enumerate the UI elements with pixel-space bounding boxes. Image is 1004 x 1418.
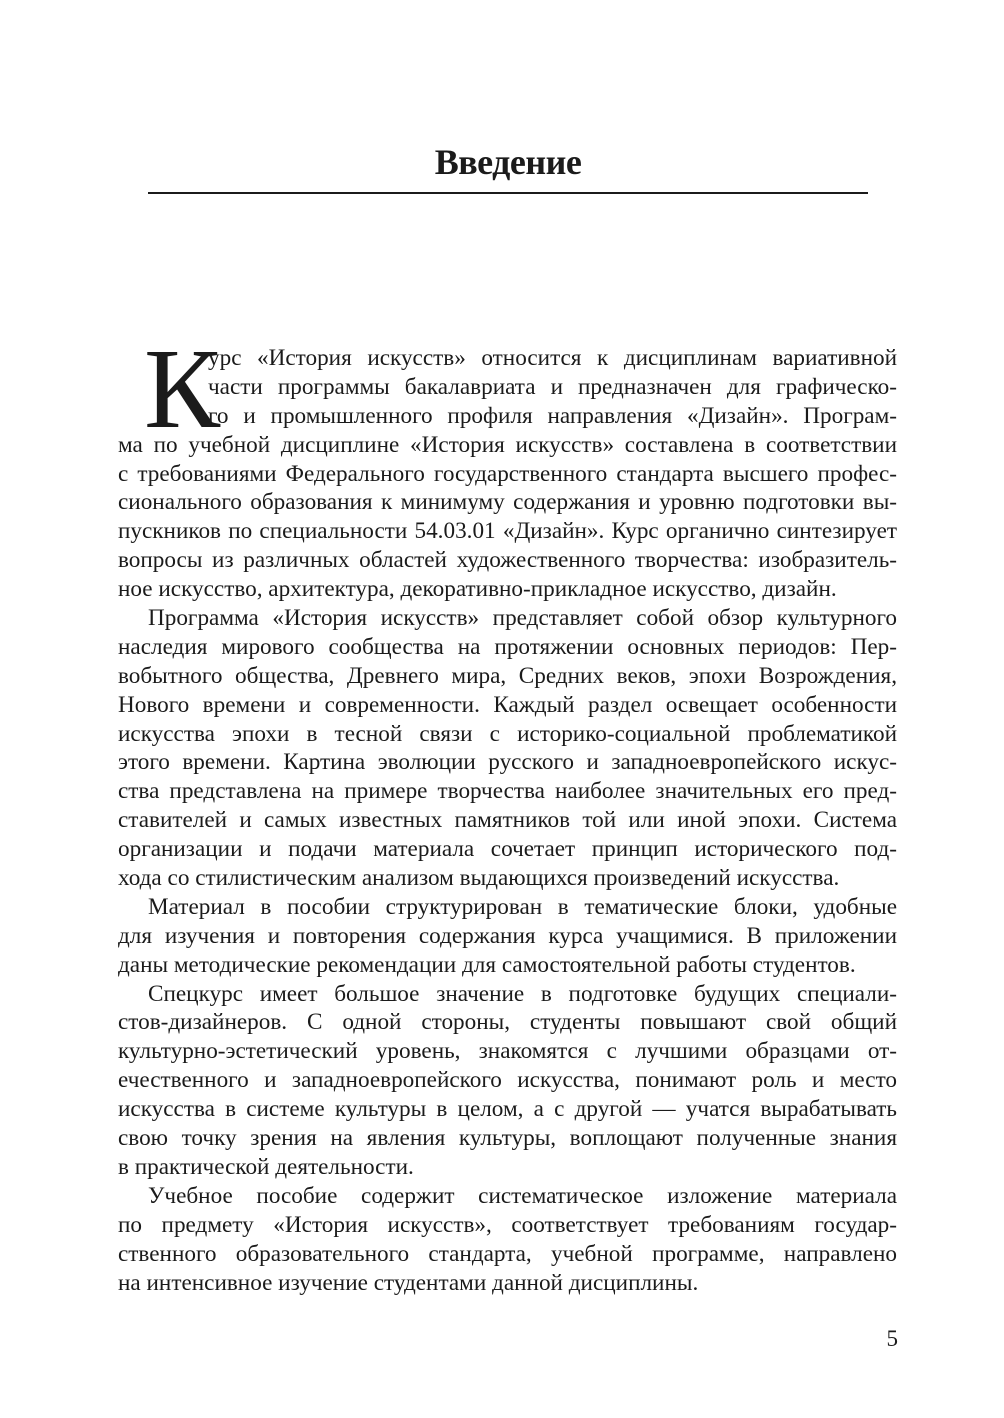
text-line: искусства в системе культуры в целом, а с другой — учатся вырабатывать: [118, 1096, 897, 1123]
text-line: культурно-эстетический уровень, знакомятся с лучшими образцами от-: [118, 1038, 897, 1065]
text-line: пускников по специальности 54.03.01 «Дизайн». Курс органично синтезирует: [118, 518, 897, 545]
paragraph-5: [118, 1182, 897, 1298]
text-line: Материал в пособии структурирован в тематические блоки, удобные: [148, 893, 897, 920]
text-line: Нового времени и современности. Каждый раздел освещает особенности: [118, 691, 897, 718]
title-underline: [148, 192, 868, 194]
text-line: ства представлена на примере творчества наиболее значительных его пред-: [118, 778, 897, 805]
text-line: в практической деятельности.: [118, 1153, 414, 1180]
text-line: Спецкурс имеет большое значение в подготовке будущих специали-: [148, 980, 897, 1007]
text-line: наследия мирового сообщества на протяжении основных периодов: Пер-: [118, 633, 897, 660]
text-line: Учебное пособие содержит систематическое изложение материала: [148, 1182, 897, 1209]
text-line: урс «История искусств» относится к дисциплинам вариативной: [208, 345, 897, 371]
text-line: этого времени. Картина эволюции русского и западноевропейского искус-: [118, 749, 897, 776]
text-line: хода со стилистическим анализом выдающихся произведений искусства.: [118, 865, 840, 892]
text-line: на интенсивное изучение студентами данной дисциплины.: [118, 1269, 699, 1296]
paragraph-2: [118, 604, 897, 893]
page-title: Введение: [434, 142, 582, 182]
drop-cap: К: [144, 325, 221, 452]
text-line: с требованиями Федерального государственного стандарта высшего профес-: [118, 460, 897, 487]
paragraph-3: [118, 893, 897, 980]
text-line: сионального образования к минимуму содержания и уровню подготовки вы-: [118, 489, 897, 516]
paragraph-4: [118, 980, 897, 1182]
body-text: [118, 325, 897, 1297]
text-line: даны методические рекомендации для самостоятельной работы студентов.: [118, 951, 856, 978]
text-line: стов-дизайнеров. С одной стороны, студенты повышают свой общий: [118, 1009, 897, 1036]
page-number: 5: [886, 1326, 898, 1351]
text-line: ственного образовательного стандарта, учебной программе, направлено: [118, 1240, 897, 1267]
text-line: ечественного и западноевропейского искусства, понимают роль и место: [118, 1067, 897, 1094]
text-line: ма по учебной дисциплине «История искусств» составлена в соответствии: [118, 431, 897, 458]
text-line: ставителей и самых известных памятников той или иной эпохи. Система: [118, 807, 897, 834]
text-line: искусства эпохи в тесной связи с историко-социальной проблематикой: [118, 720, 897, 747]
text-line: свою точку зрения на явления культуры, воплощают полученные знания: [118, 1125, 897, 1152]
text-line: по предмету «История искусств», соответствует требованиям государ-: [118, 1211, 897, 1238]
text-line: ное искусство, архитектура, декоративно-прикладное искусство, дизайн.: [118, 576, 837, 603]
text-line: го и промышленного профиля направления «Дизайн». Програм-: [208, 402, 897, 429]
paragraph-1: [118, 325, 897, 604]
text-line: организации и подачи материала сочетает принцип исторического под-: [118, 836, 897, 863]
text-line: вобытного общества, Древнего мира, Средних веков, эпохи Возрождения,: [118, 662, 897, 689]
text-line: вопросы из различных областей художественного творчества: изобразитель-: [118, 547, 897, 574]
text-line: для изучения и повторения содержания курса учащимися. В приложении: [118, 922, 897, 949]
text-line: части программы бакалавриата и предназначен для графическо-: [208, 373, 897, 400]
text-line: Программа «История искусств» представляет собой обзор культурного: [148, 605, 897, 632]
